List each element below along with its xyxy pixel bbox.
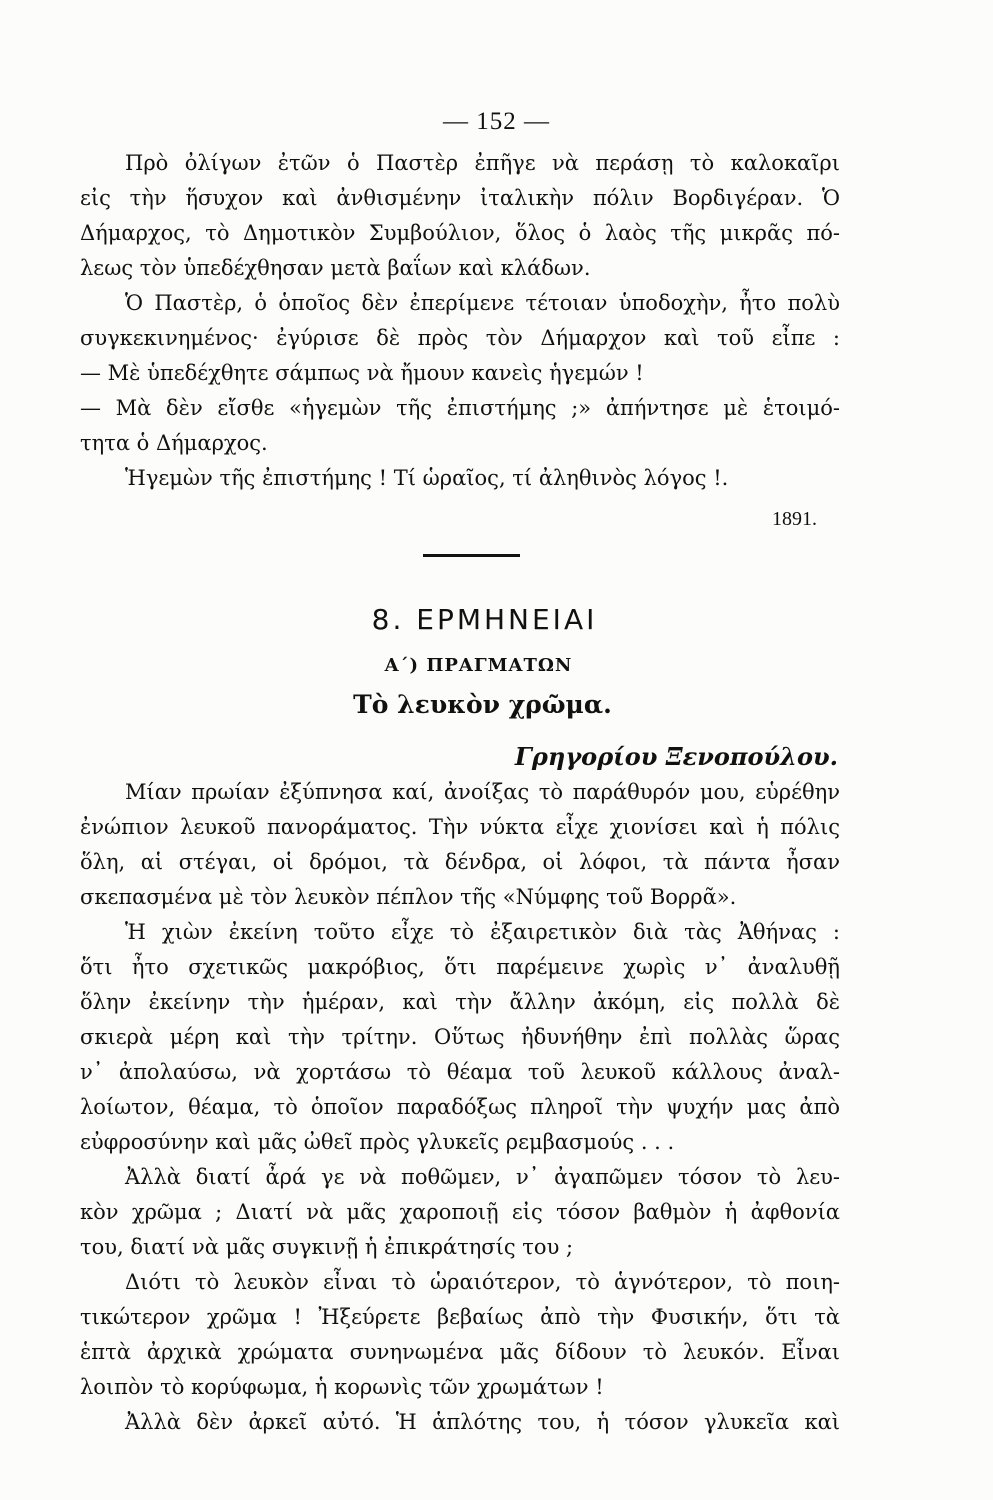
text-line: Ἀλλὰ διατί ἆρά γε νὰ ποθῶμεν, ν᾿ ἀγαπῶμεν τόσον τὸ λευ- [125,1165,840,1189]
article-author: Γρηγορίου Ξενοπούλου. [514,742,838,771]
text-line: ν᾿ ἀπολαύσω, νὰ χορτάσω τὸ θέαμα τοῦ λευκοῦ κάλλους ἀναλ- [80,1060,840,1084]
text-line: του, διατί νὰ μᾶς συγκινῇ ἡ ἐπικράτησίς του ; [80,1235,574,1259]
top-text-block [80,146,840,496]
text-line: λοιπὸν τὸ κορύφωμα, ἡ κορωνὶς τῶν χρωμάτων ! [80,1375,604,1399]
section-divider [423,554,520,557]
text-line: — Μὲ ὑπεδέχθητε σάμπως νὰ ἤμουν κανεὶς ἡγεμών ! [80,361,644,385]
text-line: Δήμαρχος, τὸ Δημοτικὸν Συμβούλιον, ὅλος ὁ λαὸς τῆς μικρᾶς πό- [80,221,840,245]
text-line: ὅλη, αἱ στέγαι, οἱ δρόμοι, τὰ δένδρα, οἱ λόφοι, τὰ πάντα ἦσαν [80,850,840,874]
text-line: συγκεκινημένος· ἐγύρισε δὲ πρὸς τὸν Δήμαρχον καὶ τοῦ εἶπε : [80,326,840,350]
section-title: 8. ΕΡΜΗΝΕΙΑΙ [371,603,598,636]
text-line: Διότι τὸ λευκὸν εἶναι τὸ ὡραιότερον, τὸ ἁγνότερον, τὸ ποιη- [125,1270,840,1294]
text-line: κὸν χρῶμα ; Διατί νὰ μᾶς χαροποιῇ εἰς τόσον βαθμὸν ἡ ἀφθονία [80,1200,840,1224]
text-line: λοίωτον, θέαμα, τὸ ὁποῖον παραδόξως πληροῖ τὴν ψυχήν μας ἀπὸ [80,1095,840,1119]
text-line: Ὁ Παστὲρ, ὁ ὁποῖος δὲν ἐπερίμενε τέτοιαν ὑποδοχὴν, ἦτο πολὺ [125,291,840,315]
text-line: ἑπτὰ ἀρχικὰ χρώματα συνηνωμένα μᾶς δίδουν τὸ λευκόν. Εἶναι [80,1340,840,1364]
text-line: λεως τὸν ὑπεδέχθησαν μετὰ βαΐων καὶ κλάδων. [80,256,591,280]
text-line: σκιερὰ μέρη καὶ τὴν τρίτην. Οὕτως ἠδυνήθην ἐπὶ πολλὰς ὥρας [80,1025,840,1049]
article-text-block [80,775,840,1440]
text-line: σκεπασμένα μὲ τὸν λευκὸν πέπλον τῆς «Νύμφης τοῦ Βορρᾶ». [80,885,737,909]
subsection-title: Α΄) ΠΡΑΓΜΑΤΩΝ [384,655,573,676]
article-title: Τὸ λευκὸν χρῶμα. [353,690,612,719]
text-line: Ἡγεμὼν τῆς ἐπιστήμης ! Τί ὡραῖος, τί ἀληθινὸς λόγος !. [125,466,729,490]
text-line: ἐνώπιον λευκοῦ πανοράματος. Τὴν νύκτα εἶχε χιονίσει καὶ ἡ πόλις [80,815,840,839]
text-line: — Μὰ δὲν εἴσθε «ἡγεμὼν τῆς ἐπιστήμης ;» ἀπήντησε μὲ ἑτοιμό- [80,396,840,420]
date-line: 1891. [772,508,817,530]
text-line: τητα ὁ Δήμαρχος. [80,431,268,455]
text-line: εὐφροσύνην καὶ μᾶς ὠθεῖ πρὸς γλυκεῖς ρεμβασμούς . . . [80,1130,675,1154]
text-line: Μίαν πρωίαν ἐξύπνησα καί, ἀνοίξας τὸ παράθυρόν μου, εὑρέθην [125,780,840,804]
text-line: εἰς τὴν ἥσυχον καὶ ἀνθισμένην ἰταλικὴν πόλιν Βορδιγέραν. Ὁ [80,186,840,210]
page-number: — 152 — [443,108,550,135]
text-line: τικώτερον χρῶμα ! Ἠξεύρετε βεβαίως ἀπὸ τὴν Φυσικήν, ὅτι τὰ [80,1305,840,1329]
text-line: Πρὸ ὀλίγων ἐτῶν ὁ Παστὲρ ἐπῆγε νὰ περάσῃ τὸ καλοκαῖρι [125,151,840,175]
text-line: ὅλην ἐκείνην τὴν ἡμέραν, καὶ τὴν ἄλλην ἀκόμη, εἰς πολλὰ δὲ [80,990,840,1014]
text-line: Ἀλλὰ δὲν ἀρκεῖ αὐτό. Ἡ ἁπλότης του, ἡ τόσον γλυκεῖα καὶ [125,1410,840,1434]
text-line: Ἡ χιὼν ἐκείνη τοῦτο εἶχε τὸ ἐξαιρετικὸν διὰ τὰς Ἀθήνας : [125,920,840,944]
text-line: ὅτι ἦτο σχετικῶς μακρόβιος, ὅτι παρέμεινε χωρὶς ν᾿ ἀναλυθῇ [80,955,840,979]
